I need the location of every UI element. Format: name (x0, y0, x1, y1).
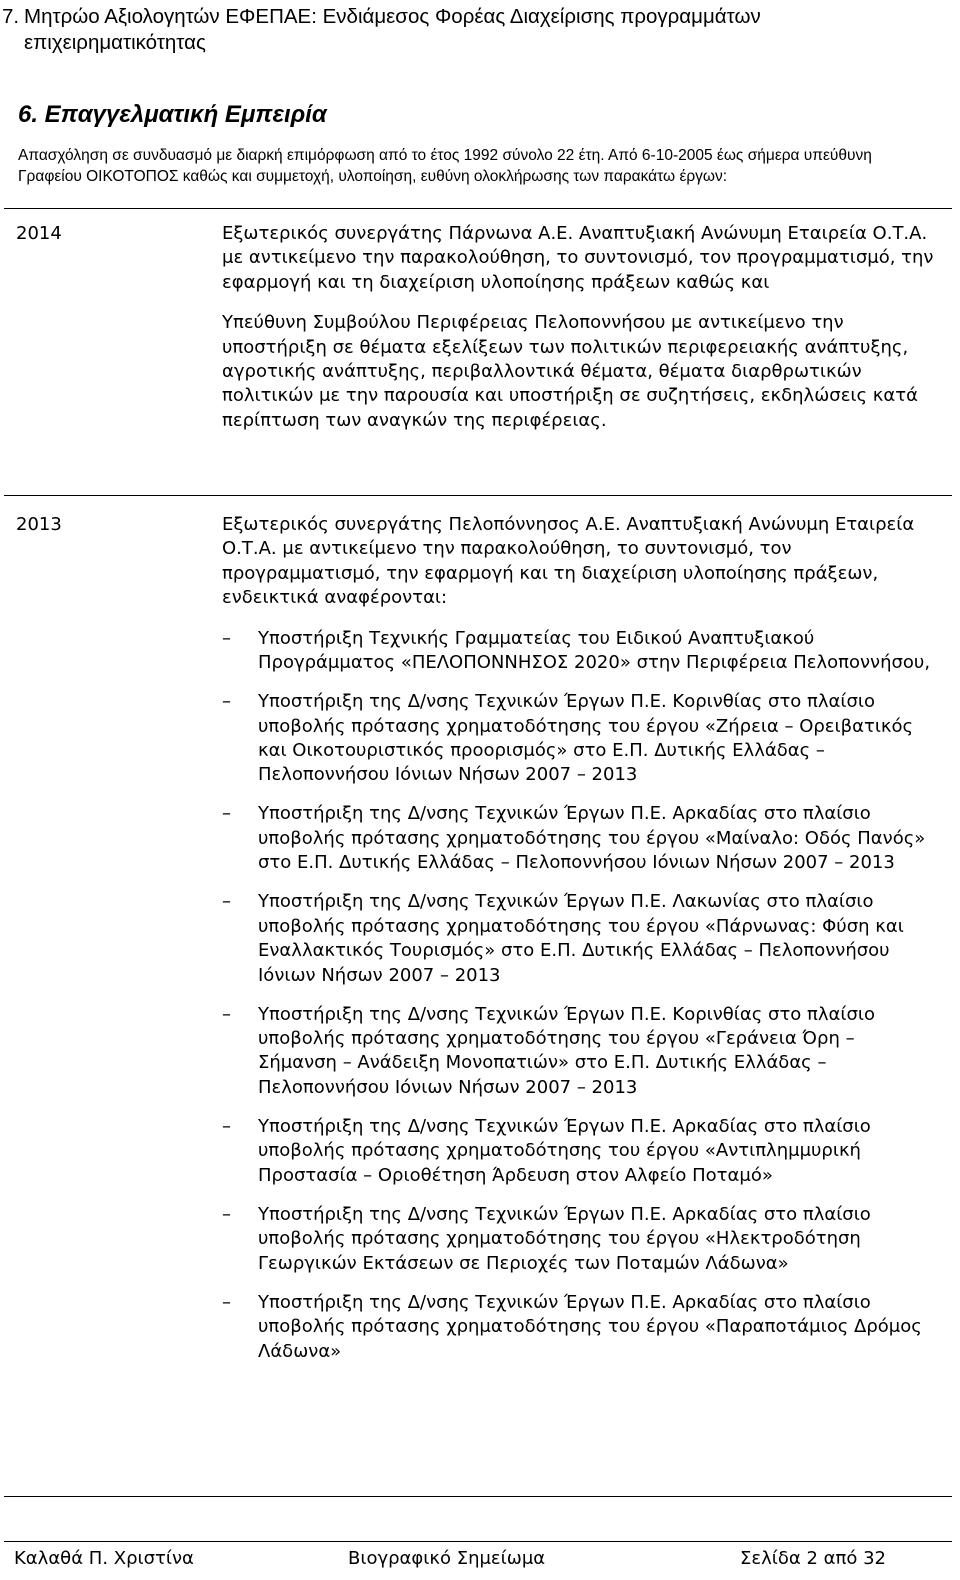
list-item-text: Υποστήριξη της Δ/νσης Τεχνικών Έργων Π.Ε. Αρκαδίας στο πλαίσιο υποβολής πρότασης χρηματοδότησης του έργου «Ηλεκτροδότηση Γεωργικών Εκτάσεων σε Περιοχές των Ποταμών Λάδωνα» (258, 1203, 871, 1274)
entry-2014-paragraph-2: Υπεύθυνη Συμβούλου Περιφέρειας Πελοποννήσου με αντικείμενο την υποστήριξη σε θέματα εξελίξεων των πολιτικών περιφερειακής ανάπτυξης, αγροτικής ανάπτυξης, περιβαλλοντικά θέματα, θέματα διαρθρωτικών πολιτικών με την παρουσία και υποστήριξη σε συζητήσεις, εκδηλώσεις κατά περίπτωση των αναγκών της περιφέρειας. (222, 312, 918, 431)
list-item (222, 1203, 936, 1276)
dash-bullet: – (222, 1115, 231, 1137)
dash-bullet: – (222, 1003, 231, 1025)
list-item-text: Υποστήριξη της Δ/νσης Τεχνικών Έργων Π.Ε. Αρκαδίας στο πλαίσιο υποβολής πρότασης χρηματοδότησης του έργου «Αντιπλημμυρική Προστασία – Οριοθέτηση Άρδευση στον Αλφείο Ποταμό» (258, 1115, 871, 1186)
entry-year-2013: 2013 (16, 514, 62, 535)
list-item-text: Υποστήριξη της Δ/νσης Τεχνικών Έργων Π.Ε. Κορινθίας στο πλαίσιο υποβολής πρότασης χρηματοδότησης του έργου «Ζήρεια – Ορειβατικός και Οικοτουριστικός προορισμός» στο Ε.Π. Δυτικής Ελλάδας – Πελοποννήσου Ιόνιων Νήσων 2007 – 2013 (258, 691, 914, 786)
entry-2014-paragraph-1: Εξωτερικός συνεργάτης Πάρνωνα Α.Ε. Αναπτυξιακή Ανώνυμη Εταιρεία Ο.Τ.Α. με αντικείμενο την παρακολούθηση, το συντονισμό, τον προγραμματισμό, την εφαρμογή και τη διαχείριση υλοποίησης πράξεων καθώς και (222, 223, 934, 293)
list-item (222, 1003, 936, 1101)
list-item (222, 690, 936, 788)
footer-page-number: Σελίδα 2 από 32 (740, 1548, 886, 1569)
footer-document-title: Βιογραφικό Σημείωμα (348, 1548, 546, 1569)
list-item (222, 627, 936, 676)
table-rule-top (4, 208, 952, 209)
list-item (222, 1291, 936, 1364)
entry-body-2013 (222, 513, 936, 1379)
list-item-text: Υποστήριξη Τεχνικής Γραμματείας του Ειδικού Αναπτυξιακού Προγράμματος «ΠΕΛΟΠΟΝΝΗΣΟΣ 2020» στην Περιφέρεια Πελοποννήσου, (258, 627, 931, 674)
list-item-text: Υποστήριξη της Δ/νσης Τεχνικών Έργων Π.Ε. Αρκαδίας στο πλαίσιο υποβολής πρότασης χρηματοδότησης του έργου «Μαίναλο: Οδός Πανός» στο Ε.Π. Δυτικής Ελλάδας – Πελοποννήσου Ιόνιων Νήσων 2007 – 2013 (258, 803, 926, 874)
dash-bullet: – (222, 891, 231, 913)
table-rule-bottom (4, 1496, 952, 1497)
entry-2013-list (222, 627, 936, 1364)
footer-author: Καλαθά Π. Χριστίνα (14, 1548, 194, 1569)
entry-year-2014: 2014 (16, 223, 62, 244)
entry-body-2014 (222, 222, 936, 433)
section-7-number: 7. (2, 5, 20, 28)
dash-bullet: – (222, 691, 231, 713)
section-7-item (2, 4, 942, 56)
dash-bullet: – (222, 803, 231, 825)
list-item-text: Υποστήριξη της Δ/νσης Τεχνικών Έργων Π.Ε. Αρκαδίας στο πλαίσιο υποβολής πρότασης χρηματοδότησης του έργου «Παραποτάμιος Δρόμος Λάδωνα» (258, 1291, 922, 1362)
table-rule-middle (4, 495, 952, 496)
section-7-title: Μητρώο Αξιολογητών ΕΦΕΠΑΕ: Ενδιάμεσος Φορέας Διαχείρισης προγραμμάτων επιχειρηματικότητας (24, 5, 761, 54)
list-item-text: Υποστήριξη της Δ/νσης Τεχνικών Έργων Π.Ε. Κορινθίας στο πλαίσιο υποβολής πρότασης χρηματοδότησης του έργου «Γεράνεια Όρη – Σήμανση – Ανάδειξη Μονοπατιών» στο Ε.Π. Δυτικής Ελλάδας – Πελοποννήσου Ιόνιων Νήσων 2007 – 2013 (258, 1003, 875, 1098)
dash-bullet: – (222, 1203, 231, 1225)
list-item (222, 890, 936, 988)
list-item (222, 1115, 936, 1188)
entry-2013-intro: Εξωτερικός συνεργάτης Πελοπόννησος Α.Ε. Αναπτυξιακή Ανώνυμη Εταιρεία Ο.Τ.Α. με αντικείμενο την παρακολούθηση, το συντονισμό, τον προγραμματισμό, την εφαρμογή και τη διαχείριση υλοποίησης πράξεων, ενδεικτικά αναφέρονται: (222, 514, 915, 609)
dash-bullet: – (222, 1291, 231, 1313)
list-item-text: Υποστήριξη της Δ/νσης Τεχνικών Έργων Π.Ε. Λακωνίας στο πλαίσιο υποβολής πρότασης χρηματοδότησης του έργου «Πάρνωνας: Φύση και Εναλλακτικός Τουρισμός» στο Ε.Π. Δυτικής Ελλάδας – Πελοποννήσου Ιόνιων Νήσων 2007 – 2013 (258, 891, 904, 986)
list-item (222, 802, 936, 875)
section-6-heading: 6. Επαγγελματική Εμπειρία (18, 101, 327, 128)
section-6-intro: Απασχόληση σε συνδυασμό με διαρκή επιμόρφωση από το έτος 1992 σύνολο 22 έτη. Από 6-10-2005 έως σήμερα υπεύθυνη Γραφείου ΟΙΚΟΤΟΠΟΣ καθώς και συμμετοχή, υλοποίηση, ευθύνη ολοκλήρωσης των παρακάτω έργων: (18, 147, 872, 185)
dash-bullet: – (222, 627, 231, 649)
footer-rule (4, 1541, 952, 1542)
